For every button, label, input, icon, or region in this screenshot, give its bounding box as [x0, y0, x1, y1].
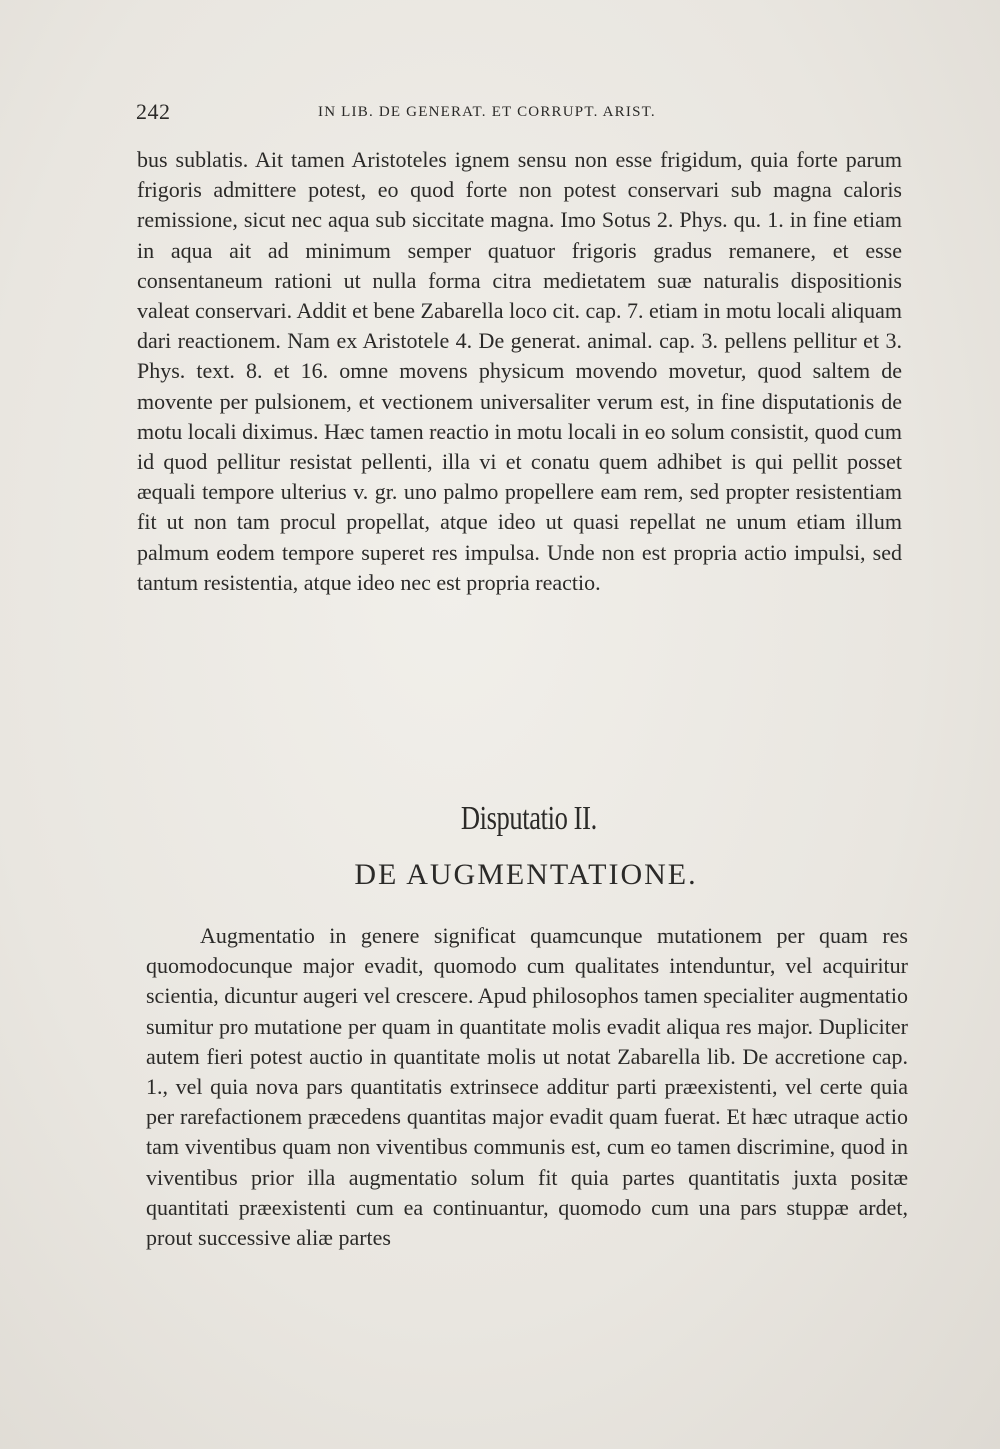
running-head: IN LIB. DE GENERAT. ET CORRUPT. ARIST. — [318, 104, 656, 120]
body-text-top — [137, 145, 902, 598]
paragraph-augmentatio: Augmentatio in genere significat quamcunque mutationem per quam res quomodocunque major evadit, quomodo cum qualitates intenduntur, vel acquiritur scientia, dicuntur augeri vel crescere. Apud philosophos tamen specialiter augmentatio sumitur pro mutatione per quam in quantitate molis evadit aliqua res major. Dupliciter autem fieri potest auctio in quantitate molis ut notat Zabarella lib. De accretione cap. 1., vel quia nova pars quantitatis extrinsece additur parti præexistenti, vel certe quia per rarefactionem præcedens quantitas major evadit quam fuerat. Et hæc utraque actio tam viventibus quam non viventibus communis est, cum eo tamen discrimine, quod in viventibus prior illa augmentatio solum fit quia partes quantitatis juxta positæ quantitati præexistenti cum ea continuantur, quomodo cum una pars stuppæ ardet, prout successive aliæ partes — [146, 923, 908, 1251]
page-number: 242 — [136, 99, 171, 124]
body-text-bottom — [146, 921, 908, 1253]
paragraph-continuation: bus sublatis. Ait tamen Aristoteles ignem sensu non esse frigidum, quia forte parum frigoris admittere potest, eo quod forte non potest conservari sub magna caloris remissione, sicut nec aqua sub siccitate magna. Imo Sotus 2. Phys. qu. 1. in fine etiam in aqua ait ad minimum semper quatuor frigoris gradus remanere, et esse consentaneum rationi ut nulla forma citra medietatem suæ naturalis dispositionis valeat conservari. Addit et bene Zabarella loco cit. cap. 7. etiam in motu locali aliquam dari reactionem. Nam ex Aristotele 4. De generat. animal. cap. 3. pellens pellitur et 3. Phys. text. 8. et 16. omne movens physicum movendo movetur, quod saltem de movente per pulsionem, et vectionem universaliter verum est, in fine disputationis de motu locali diximus. Hæc tamen reactio in motu locali in eo solum consistit, quod cum id quod pellitur resistat pellenti, illa vi et conatu quem adhibet is qui pellit posset æquali tempore ulterius v. gr. uno palmo propellere eam rem, sed propter resistentiam fit ut non tam procul propellat, atque ideo ut quasi repellat ne unum etiam illum palmum eodem tempore superet res impulsa. Unde non est propria actio impulsi, sed tantum resistentia, atque ideo nec est propria reactio. — [137, 147, 902, 595]
section-subtitle: DE AUGMENTATIONE. — [354, 858, 698, 891]
section-title: Disputatio II. — [460, 800, 597, 837]
